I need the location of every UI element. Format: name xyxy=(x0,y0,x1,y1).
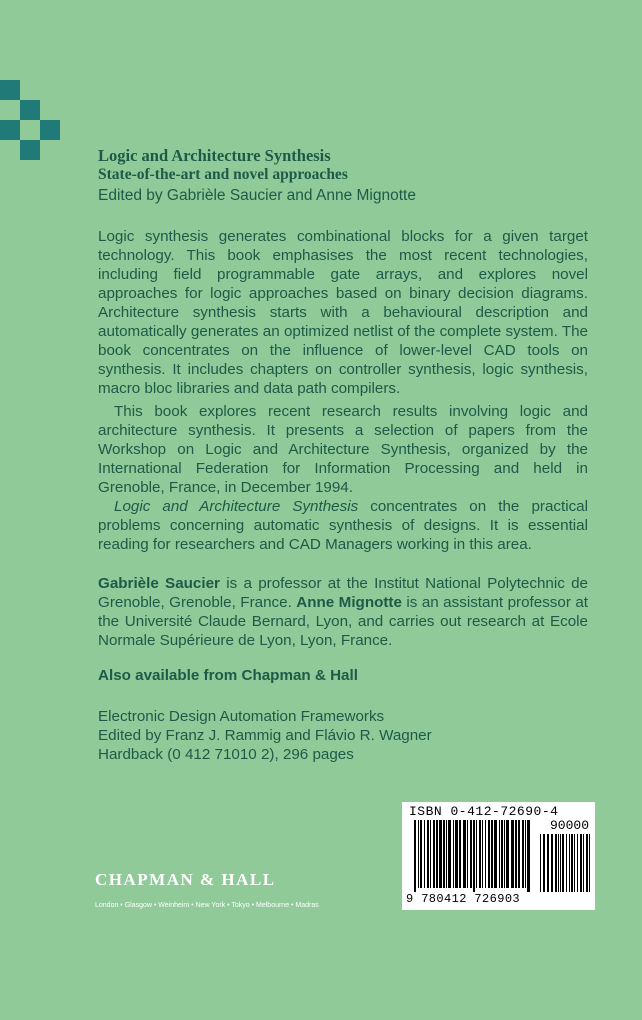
publisher-logo: CHAPMAN & HALL xyxy=(95,870,276,889)
square-tile xyxy=(20,140,40,160)
square-tile xyxy=(0,120,20,140)
isbn-text: ISBN 0-412-72690-4 xyxy=(409,804,559,819)
also-available-heading: Also available from Chapman & Hall xyxy=(98,667,358,684)
square-tile xyxy=(0,80,20,100)
book-editors: Edited by Gabrièle Saucier and Anne Mignotte xyxy=(98,187,416,204)
related-book-format: Hardback (0 412 71010 2), 296 pages xyxy=(98,746,354,763)
author-bio xyxy=(98,574,588,650)
description-paragraph-1: Logic synthesis generates combinational blocks for a given target technology. This book emphasises the most recent technologies, including field programmable gate arrays, and explores novel approaches for logic approaches based on binary decision diagrams. Architecture synthesis starts with a behavioural description and automatically generates an optimized netlist of the complete system. The book concentrates on the influence of lower-level CAD tools on synthesis. It includes chapters on controller synthesis, logic synthesis, macro bloc libraries and data path compilers. xyxy=(98,228,588,397)
book-title: Logic and Architecture Synthesis xyxy=(98,146,331,165)
author-bio-2: is an assistant professor at the Université Claude Bernard, Lyon, and carries out research at Ecole Normale Supérieure de Lyon, Lyon, France. xyxy=(98,594,589,649)
paragraph-3-text: concentrates on the practical problems concerning automatic synthesis of designs. It is essential reading for researchers and CAD Managers working in this area. xyxy=(98,498,588,553)
description-paragraph-3 xyxy=(98,497,588,554)
ean-text: 9 780412 726903 xyxy=(406,892,521,906)
square-tile xyxy=(20,100,40,120)
author-name-2: Anne Mignotte xyxy=(296,594,402,611)
related-book-title: Electronic Design Automation Frameworks xyxy=(98,708,385,725)
price-code-text: 90000 xyxy=(549,818,589,833)
related-book-editors: Edited by Franz J. Rammig and Flávio R. Wagner xyxy=(98,727,432,744)
square-tile xyxy=(40,120,60,140)
book-subtitle: State-of-the-art and novel approaches xyxy=(98,166,348,183)
author-name-1: Gabrièle Saucier xyxy=(98,575,220,592)
book-title-italic: Logic and Architecture Synthesis xyxy=(114,498,359,515)
publisher-cities: London • Glasgow • Weinheim • New York • Tokyo • Melbourne • Madras xyxy=(95,902,319,909)
barcode-panel xyxy=(402,802,595,910)
description-paragraph-2: This book explores recent research results involving logic and architecture synthesis. It presents a selection of papers from the Workshop on Logic and Architecture Synthesis, organized by the International Federation for Information Processing and held in Grenoble, France, in December 1994. xyxy=(98,403,588,496)
author-bio-1: is a professor at the Institut National Polytechnic de Grenoble, Grenoble, France. xyxy=(98,575,588,611)
